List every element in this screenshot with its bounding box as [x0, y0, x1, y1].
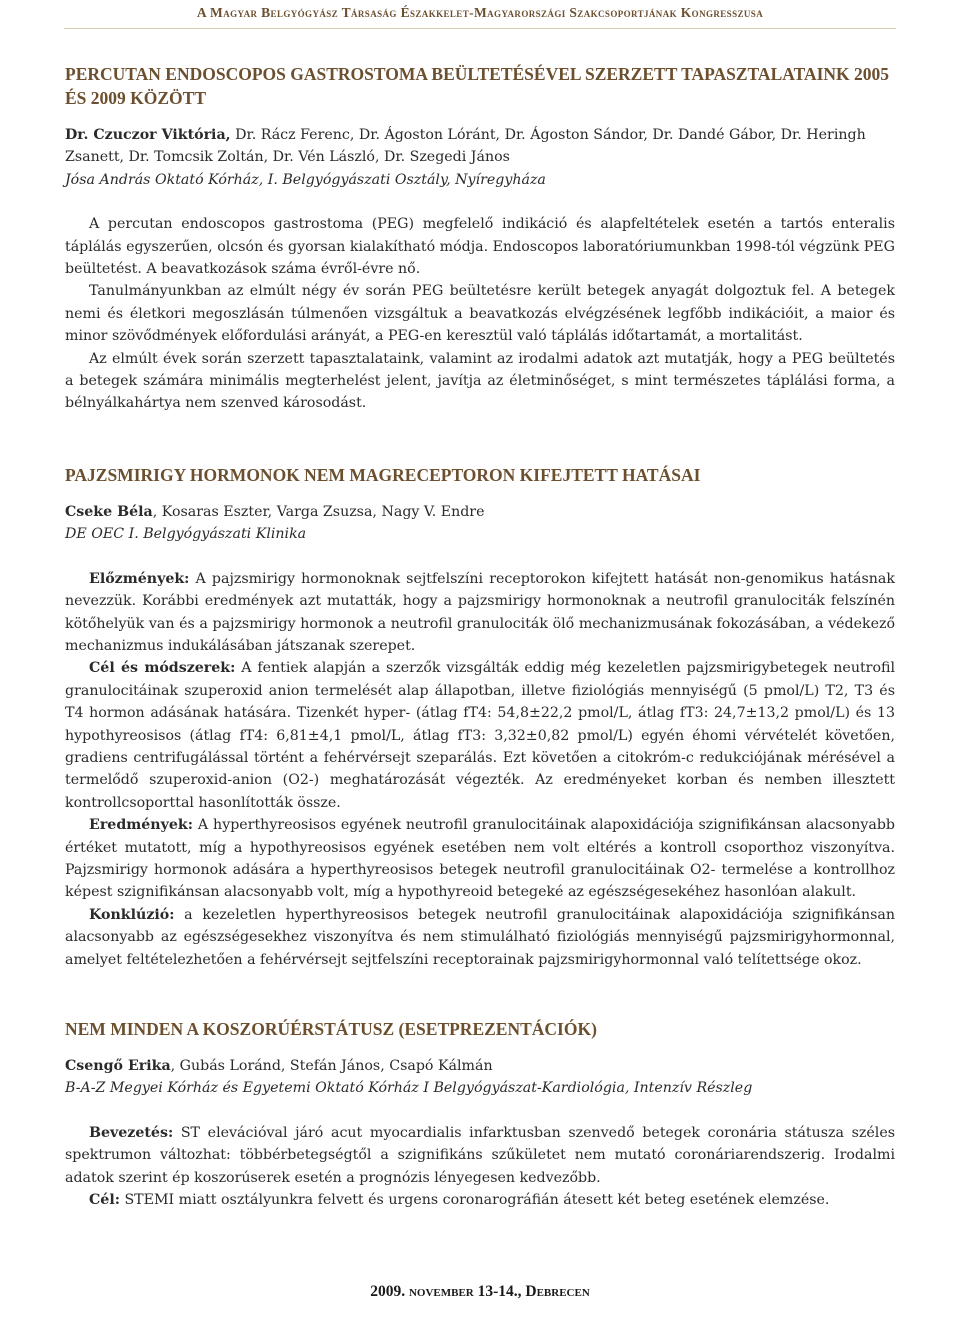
lead-author: Cseke Béla	[65, 503, 153, 520]
affiliation: B-A-Z Megyei Kórház és Egyetemi Oktató Kórház I Belgyógyászat-Kardiológia, Intenzív Részleg	[65, 1080, 753, 1097]
paragraph-text: A percutan endoscopos gastrostoma (PEG) megfelelő indikáció és alapfeltételek esetén a tartós enteralis táplálás egyszerűen, olcsón és gyorsan kialakítható módja. Endoscopos laboratóriumunkban 1998-tól végzünk PEG beültetést. A beavatkozások száma évről-évre nő.	[65, 216, 895, 278]
page-footer: 2009. november 13-14., Debrecen	[370, 1283, 590, 1300]
abstract-1	[65, 62, 895, 415]
abstract-title: PAJZSMIRIGY HORMONOK NEM MAGRECEPTORON KIFEJTETT HATÁSAI	[65, 464, 701, 485]
paragraph-text: A pajzsmirigy hormonoknak sejtfelszíni receptorokon kifejtett hatását non-genomikus hatásnak nevezzük. Korábbi eredmények azt mutatták, hogy a pajzsmirigy hormonoknak a neutrofil granulociták felszínén kötőhelyük van és a pajzsmirigy hormonok a neutrofil granulociták ölő mechanizmusának fokozásában, a védekező mechanizmus indukálásában játszanak szerepet.	[65, 570, 895, 654]
paragraph	[65, 348, 895, 415]
co-authors: , Kosaras Eszter, Varga Zsuzsa, Nagy V. Endre	[152, 503, 485, 520]
header-divider	[64, 28, 896, 29]
abstract-title: PERCUTAN ENDOSCOPOS GASTROSTOMA BEÜLTETÉSÉVEL SZERZETT TAPASZTALATAINK 2005 ÉS 2009 KÖZÖTT	[65, 64, 890, 108]
lead-author: Csengő Erika	[65, 1058, 171, 1074]
paragraph-text: A fentiek alapján a szerzők vizsgálták eddig még kezeletlen pajzsmirigybetegek neutrofil granulocitáinak szuperoxid anion termelését alap állapotban, illetve fiziológiás mennyiségű (5 pmol/L) T2, T3 és T4 hormon adásának hatására. Tizenkét hyper- (átlag fT4: 54,8±22,2 pmol/L, átlag fT3: 24,7±13,2 pmol/L) és 13 hypothyreosisos (átlag fT4: 6,81±4,1 pmol/L, átlag fT3: 3,32±0,82 pmol/L) egyén éhomi vérvételét követően, gradiens centrifugálással történt a fehérvérsejt szeparálás. Ezt követően a citokróm-c redukciójának mérésével a termelődő szuperoxid-anion (O2-) meghatározását végezték. Az eredményeket korban és nemben illesztett kontrollcsoporttal hasonlították össze.	[65, 660, 895, 811]
paragraph-label: Cél és módszerek:	[89, 660, 236, 677]
affiliation: DE OEC I. Belgyógyászati Klinika	[65, 526, 307, 543]
abstract-2	[65, 463, 895, 971]
paragraph	[65, 814, 895, 904]
paragraph	[65, 280, 895, 347]
paragraph-label: Konklúzió:	[89, 906, 175, 923]
paragraph-label: Cél:	[89, 1192, 120, 1209]
abstract-body	[65, 568, 895, 971]
lead-author: Dr. Czuczor Viktória,	[65, 127, 231, 143]
paragraph-text: Az elmúlt évek során szerzett tapasztalataink, valamint az irodalmi adatok azt mutatják, hogy a PEG beültetés a betegek számára minimális megterhelést jelent, javítja az életminőséget, s mint természetes táplálási forma, a bélnyálkahártya nem szenved károsodást.	[65, 350, 895, 412]
co-authors: Dr. Rácz Ferenc, Dr. Ágoston Lóránt, Dr. Ágoston Sándor, Dr. Dandé Gábor, Dr. Heringh Zsanett, Dr. Tomcsik Zoltán, Dr. Vén László, Dr. Szegedi János	[65, 127, 866, 166]
paragraph-text: STEMI miatt osztályunkra felvett és urgens coronarográfián átesett két beteg esetének elemzése.	[119, 1192, 830, 1209]
paragraph	[65, 657, 895, 814]
page-header: A Magyar Belgyógyász Társaság Északkelet-Magyarországi Szakcsoportjának Kongresszusa	[196, 5, 764, 20]
paragraph-text: A hyperthyreosisos egyének neutrofil granulocitáinak alapoxidációja szignifikánsan alacsonyabb értéket mutatott, míg a hypothyreosisos egyének esetében nem volt eltérés a kontroll csoporthoz viszonyítva. Pajzsmirigy hormonok adására a hyperthyreosisos betegek neutrofil granulocitáinak O2- termelése a kontrollhoz képest szignifikánsan alacsonyabb volt, míg a hypothyreoid betegeké az egészségesekéhez hasonlóan alakult.	[65, 817, 895, 901]
abstract-3	[65, 1017, 895, 1211]
paragraph	[65, 213, 895, 280]
abstract-body	[65, 213, 895, 415]
author-list	[65, 501, 895, 523]
paragraph-text: Tanulmányunkban az elmúlt négy év során PEG beültetésre került betegek anyagát dolgoztuk fel. A betegek nemi és életkori megoszlásán túlmenően vizsgáltuk a beavatkozás elvégzésének legfőbb indikációit, a maior és minor szövődmények előfordulási arányát, a PEG-en keresztül való táplálás időtartamát, a mortalitást.	[65, 283, 895, 345]
paragraph	[65, 1189, 895, 1211]
affiliation: Jósa András Oktató Kórház, I. Belgyógyászati Osztály, Nyíregyháza	[65, 171, 546, 188]
abstract-body	[65, 1122, 895, 1212]
page-content	[65, 62, 895, 1211]
abstract-title: NEM MINDEN A KOSZORÚÉRSTÁTUSZ (ESETPREZENTÁCIÓK)	[65, 1019, 597, 1039]
paragraph	[65, 904, 895, 971]
paragraph	[65, 568, 895, 658]
paragraph-text: ST elevációval járó acut myocardialis infarktusban szenvedő betegek coronária státusza széles spektrumon változhat: többérbetegségtől a szignifikáns szűkületet nem mutató coronáriarendszerig. Irodalmi adatok szerint ép koszorúserek esetén a prognózis lényegesen kedvezőbb.	[65, 1124, 895, 1186]
paragraph-text: a kezeletlen hyperthyreosisos betegek neutrofil granulocitáinak alapoxidációja szignifikánsan alacsonyabb az egészségesekhez viszonyítva és nem stimulálható fiziológiás mennyiségű pajzsmirigyhormonnal, amelyet feltételezhetően a fehérvérsejt sejtfelszíni receptorainak pajzsmirigyhormonnal való telítettsége okoz.	[65, 906, 895, 968]
author-list	[65, 124, 895, 169]
author-list	[65, 1055, 895, 1077]
paragraph-label: Bevezetés:	[89, 1124, 174, 1141]
co-authors: , Gubás Loránd, Stefán János, Csapó Kálmán	[170, 1058, 493, 1074]
paragraph-label: Előzmények:	[89, 570, 190, 587]
paragraph	[65, 1122, 895, 1189]
paragraph-label: Eredmények:	[89, 817, 193, 834]
